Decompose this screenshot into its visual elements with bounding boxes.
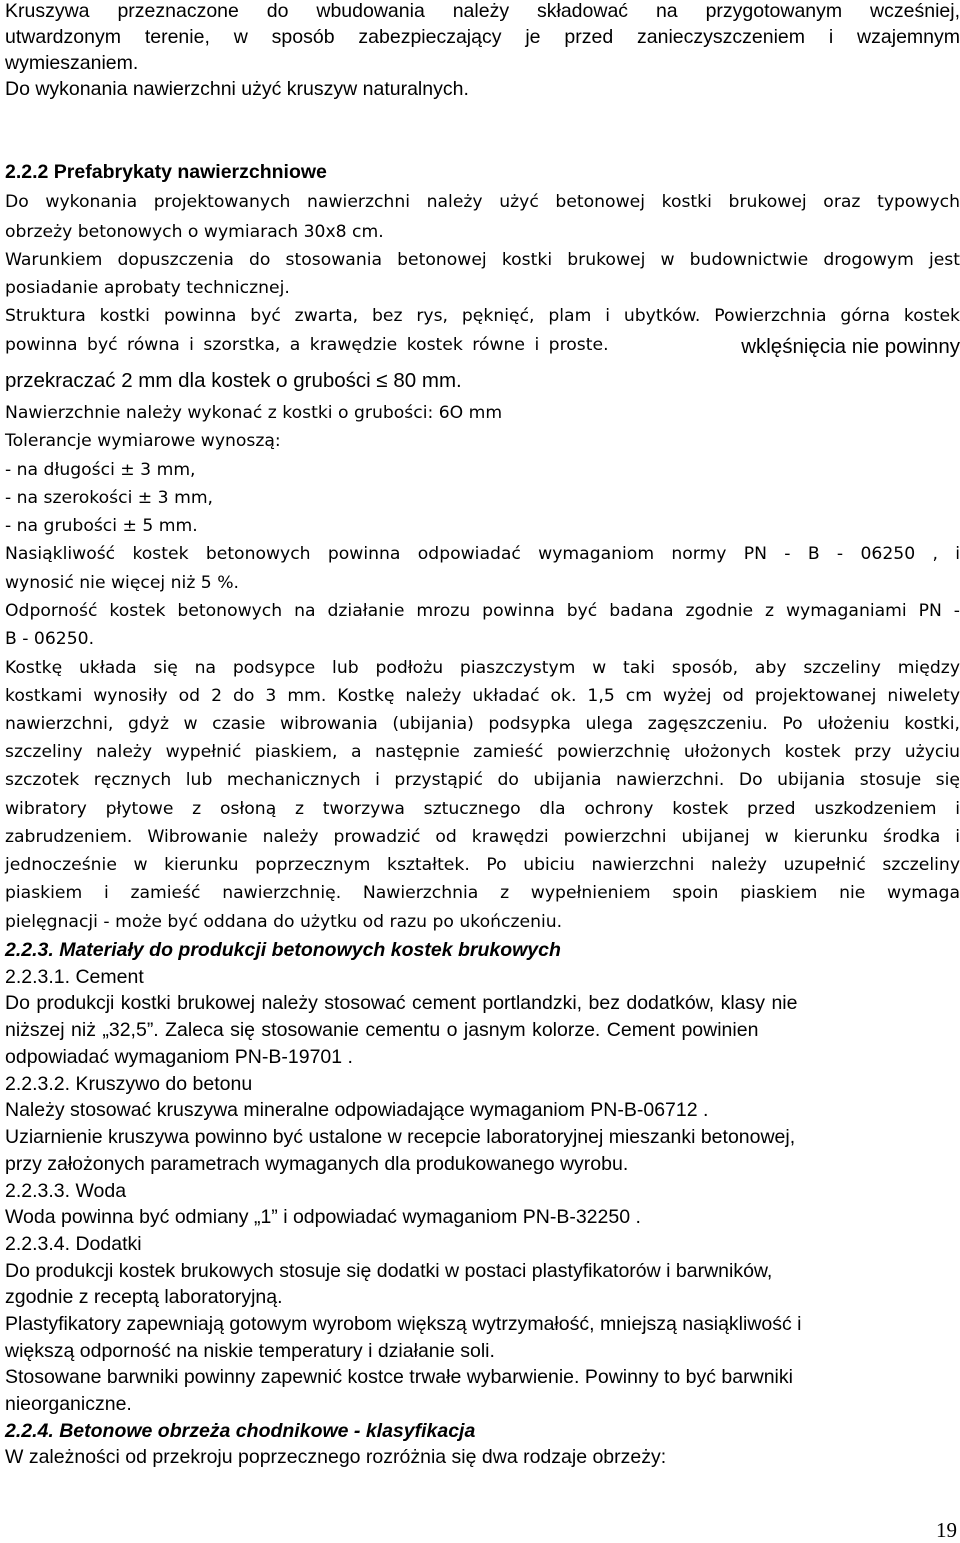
text-line: jednocześnie w kierunku poprzecznym kształtek. Po ubiciu nawierzchni należy uzupełnić szczeliny: [5, 855, 960, 875]
text-line: wibratory płytowe z osłoną z tworzywa sztucznego dla ochrony kostek przed uszkodzeniem i: [5, 799, 960, 819]
text-line: niższej niż „32,5”. Zaleca się stosowanie cementu o jasnym kolorze. Cement powinien: [5, 1019, 759, 1041]
section-heading: 2.2.3.2. Kruszywo do betonu: [5, 1073, 253, 1095]
section-heading: 2.2.2 Prefabrykaty nawierzchniowe: [5, 161, 327, 183]
text-line: Stosowane barwniki powinny zapewnić kostce trwałe wybarwienie. Powinny to być barwniki: [5, 1366, 793, 1388]
text-line: Woda powinna być odmiany „1” i odpowiadać wymaganiom PN-B-32250 .: [5, 1206, 641, 1228]
text-line: szczotek ręcznych lub mechanicznych i przystąpić do ubijania nawierzchni. Do ubijania stosuje się: [5, 770, 960, 790]
text-line: posiadanie aprobaty technicznej.: [5, 278, 290, 298]
text-line: kostkami wynosiły od 2 do 3 mm. Kostkę należy układać ok. 1,5 cm wyżej od projektowanej niwelety: [5, 686, 960, 706]
text-line: wynosić nie więcej niż 5 %.: [5, 573, 240, 593]
text-line: - na szerokości ± 3 mm,: [5, 488, 214, 508]
section-heading: 2.2.3. Materiały do produkcji betonowych kostek brukowych: [5, 939, 561, 961]
text-line: Plastyfikatory zapewniają gotowym wyrobom większą wytrzymałość, mniejszą nasiąkliwość i: [5, 1313, 802, 1335]
section-heading: 2.2.3.3. Woda: [5, 1180, 127, 1202]
section-heading: 2.2.3.4. Dodatki: [5, 1233, 142, 1255]
text-line: odpowiadać wymaganiom PN-B-19701 .: [5, 1046, 353, 1068]
text-segment: powinna być równa i szorstka, a krawędzie kostek równe i proste.: [5, 335, 609, 355]
text-line-mixed: [5, 335, 960, 359]
text-line: - na długości ± 3 mm,: [5, 460, 196, 480]
text-line: zgodnie z receptą laboratoryjną.: [5, 1286, 283, 1308]
text-line: - na grubości ± 5 mm.: [5, 516, 198, 536]
text-line: Kostkę układa się na podsypce lub podłożu piaszczystym w taki sposób, aby szczeliny między: [5, 658, 960, 678]
text-line: Warunkiem dopuszczenia do stosowania betonowej kostki brukowej w budownictwie drogowym jest: [5, 250, 960, 270]
text-line: przekraczać 2 mm dla kostek o grubości ≤ 80 mm.: [5, 369, 462, 392]
text-line: Tolerancje wymiarowe wynoszą:: [5, 431, 281, 451]
text-line: Nawierzchnie należy wykonać z kostki o grubości: 6O mm: [5, 403, 503, 423]
text-line: W zależności od przekroju poprzecznego rozróżnia się dwa rodzaje obrzeży:: [5, 1446, 667, 1468]
text-line: Odporność kostek betonowych na działanie mrozu powinna być badana zgodnie z wymaganiami PN -: [5, 601, 960, 621]
text-line: Uziarnienie kruszywa powinno być ustalone w recepcie laboratoryjnej mieszanki betonowej,: [5, 1126, 796, 1148]
text-line: nieorganiczne.: [5, 1393, 132, 1415]
text-line: obrzeży betonowych o wymiarach 30x8 cm.: [5, 222, 384, 242]
text-line: Do wykonania nawierzchni użyć kruszyw naturalnych.: [5, 78, 469, 100]
text-line: Nasiąkliwość kostek betonowych powinna odpowiadać wymaganiom normy PN - B - 06250 , i: [5, 544, 960, 564]
text-line: utwardzonym terenie, w sposób zabezpieczający je przed zanieczyszczeniem i wzajemnym: [5, 26, 960, 48]
text-line: Kruszywa przeznaczone do wbudowania należy składować na przygotowanym wcześniej,: [5, 0, 960, 22]
text-line: zabrudzeniem. Wibrowanie należy prowadzić od krawędzi powierzchni ubijanej w kierunku środka i: [5, 827, 960, 847]
page-number: 19: [936, 1518, 957, 1542]
text-line: szczeliny należy wypełnić piaskiem, a następnie zamieść powierzchnię ułożonych kostek przy użyciu: [5, 742, 960, 762]
text-line: większą odporność na niskie temperatury i działanie soli.: [5, 1340, 495, 1362]
text-line: piaskiem i zamieść nawierzchnię. Nawierzchnia z wypełnieniem spoin piaskiem nie wymaga: [5, 883, 960, 903]
text-line: Do wykonania projektowanych nawierzchni należy użyć betonowej kostki brukowej oraz typowych: [5, 192, 960, 212]
text-line: Należy stosować kruszywa mineralne odpowiadające wymaganiom PN-B-06712 .: [5, 1099, 709, 1121]
text-line: pielęgnacji - może być oddana do użytku od razu po ukończeniu.: [5, 912, 563, 932]
text-line: przy założonych parametrach wymaganych dla produkowanego wyrobu.: [5, 1153, 629, 1175]
text-line: wymieszaniem.: [5, 52, 139, 74]
text-line: B - 06250.: [5, 629, 95, 649]
text-line: Do produkcji kostki brukowej należy stosować cement portlandzki, bez dodatków, klasy nie: [5, 992, 798, 1014]
section-heading: 2.2.3.1. Cement: [5, 966, 144, 988]
text-line: nawierzchni, gdyż w czasie wibrowania (ubijania) podsypka ulega zagęszczeniu. Po ułożeniu kostki,: [5, 714, 960, 734]
section-heading: 2.2.4. Betonowe obrzeża chodnikowe - klasyfikacja: [5, 1420, 476, 1442]
text-line: Struktura kostki powinna być zwarta, bez rys, pęknięć, plam i ubytków. Powierzchnia górna kostek: [5, 306, 960, 326]
text-line: Do produkcji kostek brukowych stosuje się dodatki w postaci plastyfikatorów i barwników,: [5, 1260, 773, 1282]
text-segment: wklęśnięcia nie powinny: [741, 335, 960, 358]
